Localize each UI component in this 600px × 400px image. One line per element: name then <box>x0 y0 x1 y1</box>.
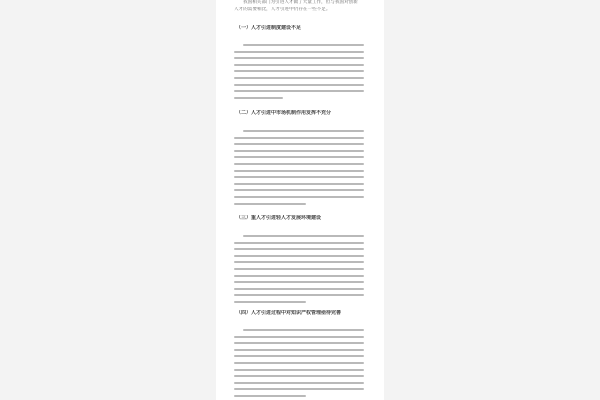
text-line <box>234 57 364 59</box>
text-line <box>234 90 364 92</box>
section-1-paragraph <box>234 44 364 103</box>
section-4-heading: （四）人才引进过程中对知识产权管理亟待完善 <box>236 310 342 316</box>
intro-paragraph <box>234 0 364 13</box>
text-line <box>234 70 364 72</box>
text-line <box>234 382 364 384</box>
text-line <box>234 183 364 185</box>
text-line <box>234 395 306 397</box>
text-line <box>234 163 364 165</box>
text-line <box>234 349 364 351</box>
text-line <box>234 362 364 364</box>
text-line <box>234 288 364 290</box>
section-4-paragraph <box>234 329 364 400</box>
section-2-paragraph <box>234 130 364 209</box>
section-1-heading: （一）人才引进制度建设不足 <box>236 25 302 31</box>
text-line <box>234 97 283 99</box>
section-3-heading: （三）重人才引进轻人才发展环境建设 <box>236 215 322 221</box>
text-line <box>234 170 364 172</box>
text-line <box>234 137 364 139</box>
text-line <box>234 156 364 158</box>
intro-line: 人才的需要相比，人才引进中仍存在一些不足。 <box>234 6 331 12</box>
text-line <box>234 261 364 263</box>
text-line <box>234 248 364 250</box>
text-line <box>234 84 364 86</box>
text-line <box>234 281 364 283</box>
text-line <box>234 176 364 178</box>
text-line <box>234 242 364 244</box>
text-line <box>234 301 306 303</box>
text-line <box>234 375 364 377</box>
text-line <box>234 196 364 198</box>
text-line <box>243 130 364 132</box>
section-3-paragraph <box>234 235 364 308</box>
text-line <box>234 143 364 145</box>
text-line <box>234 255 364 257</box>
text-line <box>243 329 364 331</box>
text-line <box>234 294 364 296</box>
section-2-heading: （二）人才引进中市场机制作用发挥不充分 <box>236 110 332 116</box>
text-line <box>234 64 364 66</box>
intro-line: 我国相关部门为引进人才做了大量工作，但与我国对创新 <box>243 0 358 5</box>
text-line <box>234 275 364 277</box>
text-line <box>234 342 364 344</box>
text-line <box>234 51 364 53</box>
text-line <box>234 355 364 357</box>
text-line <box>234 388 364 390</box>
text-line <box>234 150 364 152</box>
text-line <box>234 189 364 191</box>
text-line <box>234 203 306 205</box>
text-line <box>234 369 364 371</box>
article-page <box>216 0 384 400</box>
text-line <box>243 235 364 237</box>
text-line <box>234 77 364 79</box>
text-line <box>234 268 364 270</box>
text-line <box>234 336 364 338</box>
text-line <box>243 44 364 46</box>
